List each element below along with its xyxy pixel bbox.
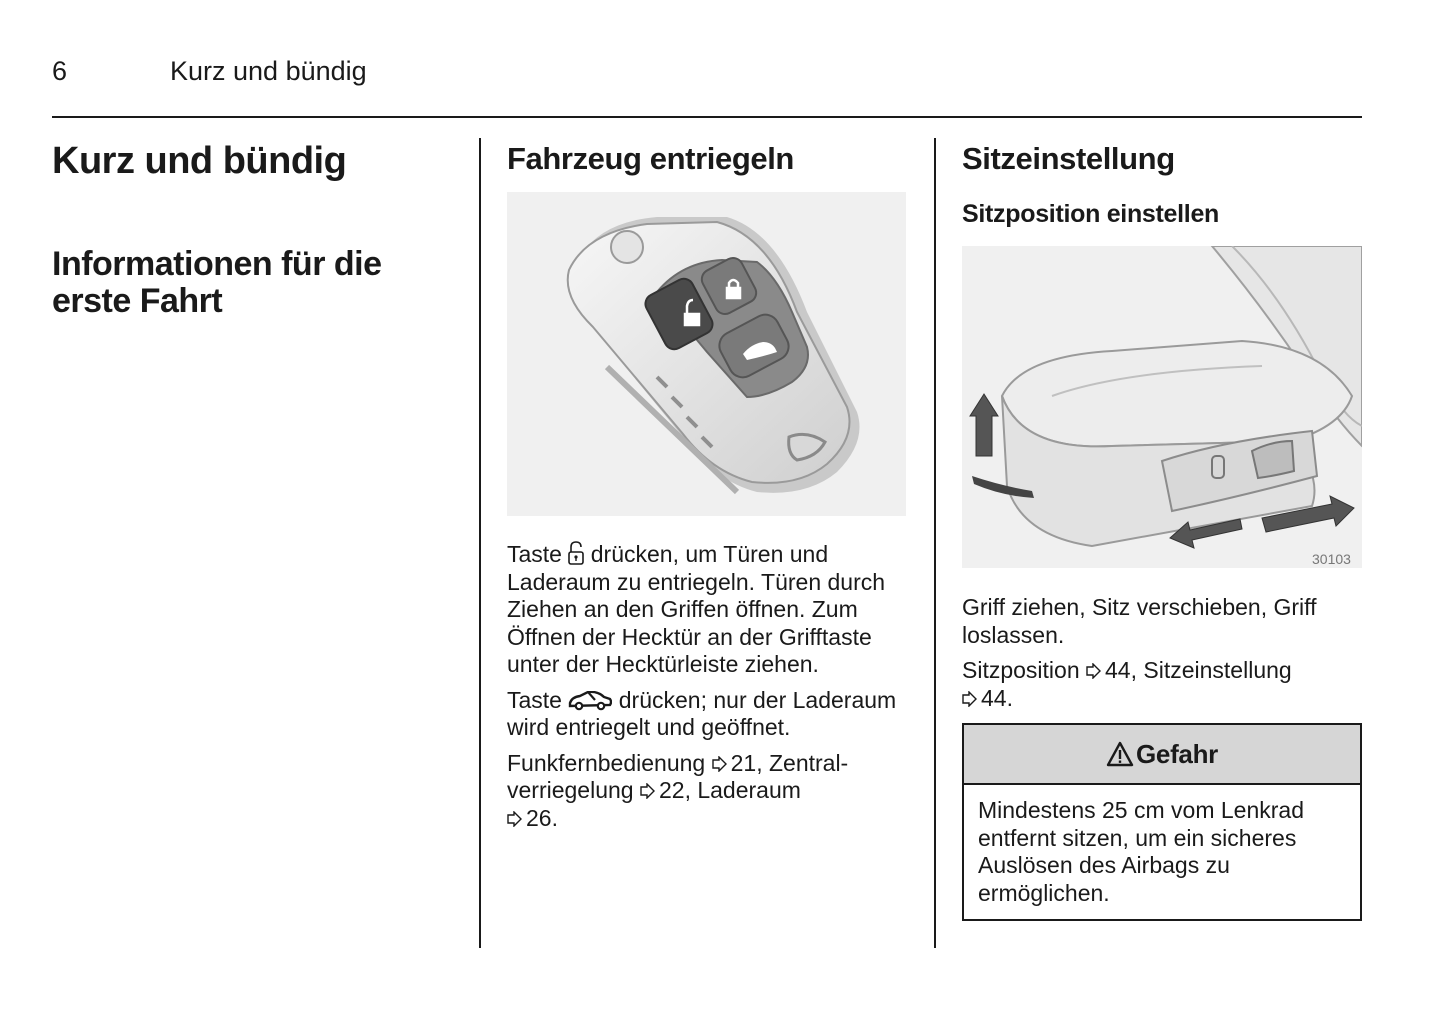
section-title: Informationen für die erste Fahrt <box>52 245 382 320</box>
seat-heading: Sitzeinstellung <box>962 141 1175 176</box>
seat-adjustment-illustration <box>962 246 1362 568</box>
text-segment: drücken; nur der Laderaum wird entriegelt und geöffnet. <box>507 686 897 740</box>
text-segment: Taste <box>507 541 562 567</box>
page-reference-arrow-icon <box>712 756 727 772</box>
page-reference-arrow-icon <box>1086 663 1101 679</box>
figure-label: 30103 <box>1312 551 1351 567</box>
seat-instructions <box>962 594 1362 720</box>
seat-paragraph: Griff ziehen, Sitz verschieben, Griff loslassen. <box>962 594 1317 648</box>
page-reference-arrow-icon <box>640 783 655 799</box>
ref-page[interactable]: 44, Sitzeinstellung <box>1105 657 1292 683</box>
warning-triangle-icon <box>1106 741 1134 767</box>
running-title: Kurz und bündig <box>170 56 367 86</box>
warning-text: Mindestens 25 cm vom Lenkrad entfernt sitzen, um ein sicheres Auslösen des Airbags zu ermöglichen. <box>978 797 1304 906</box>
warning-title: Gefahr <box>1135 738 1218 769</box>
page-number: 6 <box>52 56 68 86</box>
ref-page[interactable]: 22, Laderaum <box>658 777 801 803</box>
text-segment: Taste <box>507 686 562 713</box>
ref-page[interactable]: 44. <box>981 684 1013 711</box>
ref-page[interactable]: 26. <box>526 804 558 831</box>
unlock-instructions <box>507 541 907 840</box>
text-segment: drücken, um Türen und Laderaum zu entriegeln. Türen durch Ziehen an den Griffen öffnen. Zum Öffnen der Hecktür an der Grifftaste unter der Hecktürleiste ziehen. <box>507 541 886 677</box>
column-divider-1 <box>479 138 481 948</box>
car-key-figure <box>507 192 906 516</box>
danger-warning-box <box>962 723 1362 921</box>
header-divider <box>52 116 1362 118</box>
ref-label: Funkfernbedienung <box>507 749 706 776</box>
ref-page[interactable]: 21, Zentral- <box>730 749 849 776</box>
car-trunk-icon <box>568 691 612 711</box>
column-divider-2 <box>934 138 936 948</box>
page-reference-arrow-icon <box>962 691 977 707</box>
reference-paragraph <box>507 750 907 833</box>
car-key-illustration <box>507 192 906 516</box>
seat-figure <box>962 246 1362 568</box>
unlock-heading: Fahrzeug entriegeln <box>507 141 794 176</box>
seat-reference-paragraph <box>962 657 1362 712</box>
ref-label: verriegelung <box>507 777 634 803</box>
page-reference-arrow-icon <box>507 811 522 827</box>
chapter-title: Kurz und bündig <box>52 140 347 182</box>
seat-subheading: Sitzposition einstellen <box>962 200 1220 228</box>
warning-header <box>964 725 1360 785</box>
unlock-icon <box>568 541 584 565</box>
unlock-paragraph <box>507 541 907 679</box>
ref-label: Sitzposition <box>962 657 1080 683</box>
trunk-paragraph <box>507 687 907 742</box>
